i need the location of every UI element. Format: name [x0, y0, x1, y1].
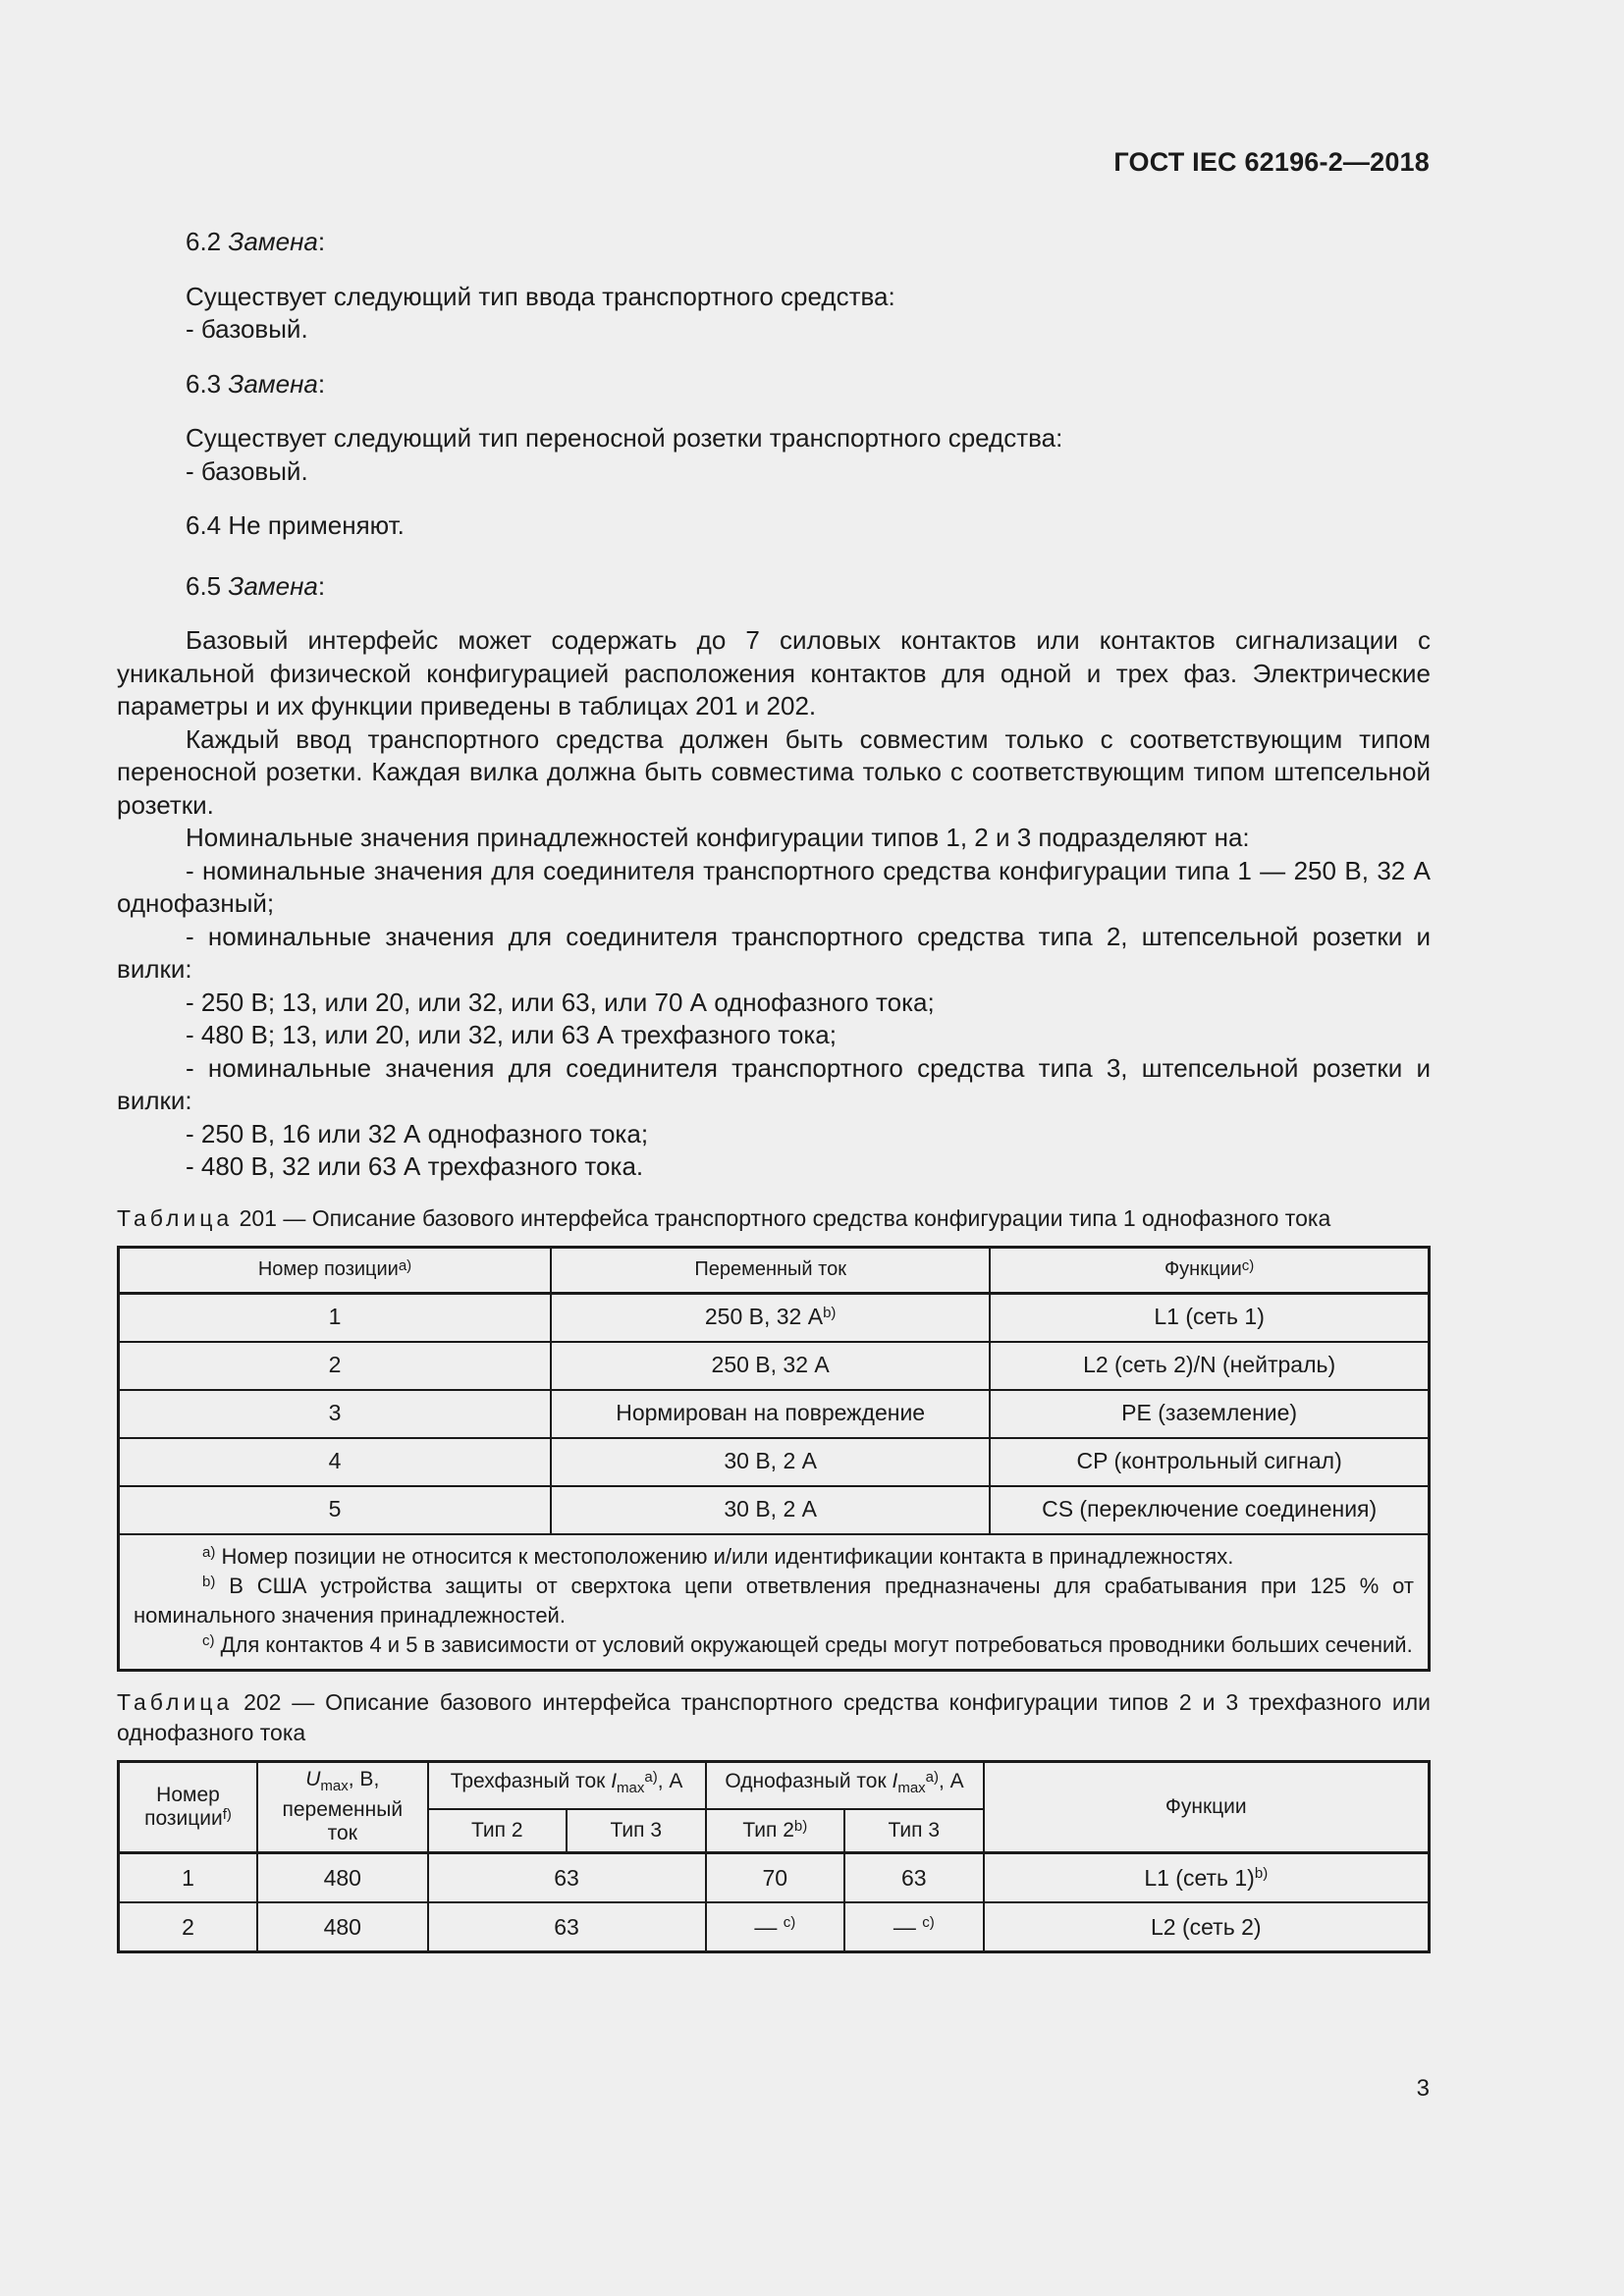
section-6-2-heading [117, 226, 1431, 259]
footnote-mark: a) [925, 1769, 940, 1787]
table-202-caption [117, 1687, 1431, 1748]
footnote-mark: a) [398, 1256, 412, 1274]
section-6-5-list-item: - номинальные значения для соединителя транспортного средства типа 3, штепсельной розетки и вилки: [117, 1052, 1431, 1115]
header-position [119, 1247, 552, 1293]
table-row [119, 1438, 1430, 1486]
header-label: Номер позиции [257, 1257, 399, 1280]
cell-single-type-3 [844, 1902, 984, 1952]
cell-function: L1 (сеть 1) [990, 1293, 1429, 1342]
table-row [119, 1486, 1430, 1534]
cell-single-type-3 [844, 1852, 984, 1902]
cell-position: 3 [119, 1390, 552, 1438]
footnote-mark: c) [202, 1631, 215, 1649]
footnote-mark: c) [922, 1913, 935, 1931]
table-row [119, 1902, 1430, 1952]
section-6-5-list-item: - 480 В, 32 или 63 А трехфазного тока. [186, 1151, 644, 1181]
caption-text: 201 — Описание базового интерфейса транспортного средства конфигурации типа 1 однофазного тока [239, 1204, 1331, 1231]
cell-text: — [893, 1913, 916, 1940]
header-label: ток [327, 1822, 357, 1845]
header-label: Однофазный ток [725, 1770, 893, 1793]
subscript: max [617, 1780, 645, 1797]
cell-position: 1 [119, 1852, 258, 1902]
caption-text: 202 — Описание базового интерфейса транспортного средства конфигурации типов 2 и 3 трехфазного или однофазного тока [117, 1688, 1431, 1745]
table-header-row [119, 1247, 1430, 1293]
footnote-mark: b) [793, 1817, 808, 1835]
header-type-2 [706, 1809, 845, 1852]
header-label: , В, [348, 1767, 380, 1790]
header-three-phase [428, 1761, 706, 1809]
section-label: Замена [228, 570, 318, 601]
section-6-5-list-item: - 480 В; 13, или 20, или 32, или 63 А трехфазного тока; [186, 1020, 837, 1049]
cell-text: 63 [901, 1864, 927, 1891]
table-header-row [119, 1761, 1430, 1809]
footnote-mark: b) [202, 1573, 216, 1590]
cell-ac: 250 В, 32 А [551, 1342, 990, 1390]
table-row [119, 1390, 1430, 1438]
subscript: max [320, 1778, 349, 1795]
document-header: ГОСТ IEC 62196-2—2018 [1113, 147, 1430, 177]
footnote-mark: c) [1241, 1256, 1255, 1274]
cell-text: 250 В, 32 А [704, 1304, 824, 1330]
symbol: I [611, 1770, 618, 1793]
section-6-3-text: Существует следующий тип переносной розетки транспортного средства: [186, 423, 1063, 453]
cell-ac: 30 В, 2 А [551, 1438, 990, 1486]
cell-ac [551, 1293, 990, 1342]
section-6-5-list-item: - номинальные значения для соединителя транспортного средства конфигурации типа 1 — 250 В, 32 А однофазный; [117, 855, 1431, 918]
footnote-c [134, 1630, 1414, 1660]
section-6-5-paragraph: Каждый ввод транспортного средства должен быть совместим только с соответствующим типом переносной розетки. Каждая вилка должна быть совместима только с соответствующим типом штепсельной розетки. [117, 723, 1431, 820]
header-label: позиции [144, 1806, 223, 1830]
header-functions: Функции [984, 1761, 1430, 1852]
cell-function: CS (переключение соединения) [990, 1486, 1429, 1534]
colon: : [317, 368, 326, 399]
footnote-mark: f) [222, 1805, 232, 1823]
footnote-a [134, 1542, 1414, 1572]
footnote-mark: a) [644, 1769, 658, 1787]
symbol: U [305, 1767, 321, 1790]
header-type-2: Тип 2 [428, 1809, 568, 1852]
cell-voltage: 480 [257, 1902, 428, 1952]
cell-position: 2 [119, 1902, 258, 1952]
table-row [119, 1342, 1430, 1390]
cell-single-type-2 [706, 1902, 845, 1952]
header-voltage [257, 1761, 428, 1852]
table-row [119, 1852, 1430, 1902]
section-number: 6.5 [186, 570, 222, 601]
section-number: 6.2 [186, 227, 222, 256]
cell-text: 70 [762, 1864, 788, 1891]
section-6-3-item: - базовый. [186, 455, 308, 486]
section-6-5-paragraph: Базовый интерфейс может содержать до 7 силовых контактов или контактов сигнализации с уникальной физической конфигурацией расположения контактов для одной и трех фаз. Электрические параметры и их функции приведены в таблицах 201 и 202. [117, 625, 1431, 721]
table-201 [117, 1246, 1431, 1672]
table-row [119, 1293, 1430, 1342]
cell-three-phase: 63 [428, 1902, 706, 1952]
caption-word: Таблица [117, 1688, 234, 1715]
caption-word: Таблица [117, 1204, 234, 1231]
header-label: , А [939, 1770, 964, 1793]
cell-position: 4 [119, 1438, 552, 1486]
cell-text: — [754, 1913, 778, 1940]
section-6-3-heading [117, 368, 1431, 401]
section-6-5-heading [117, 570, 1431, 604]
section-6-5-list-item: - номинальные значения для соединителя транспортного средства типа 2, штепсельной розетки и вилки: [117, 921, 1431, 984]
cell-position: 2 [119, 1342, 552, 1390]
cell-text: L2 (сеть 2) [1151, 1913, 1262, 1940]
header-single-phase [706, 1761, 984, 1809]
cell-single-type-2 [706, 1852, 845, 1902]
header-position [119, 1761, 258, 1852]
cell-ac: Нормирован на повреждение [551, 1390, 990, 1438]
header-functions [990, 1247, 1429, 1293]
header-label: Трехфазный ток [450, 1770, 612, 1793]
cell-function: CP (контрольный сигнал) [990, 1438, 1429, 1486]
cell-ac: 30 В, 2 А [551, 1486, 990, 1534]
cell-function: PE (заземление) [990, 1390, 1429, 1438]
table-notes [119, 1534, 1430, 1671]
header-type-3: Тип 3 [567, 1809, 706, 1852]
footnote-text: Для контактов 4 и 5 в зависимости от условий окружающей среды могут потребоваться проводники больших сечений. [220, 1631, 1413, 1657]
cell-three-phase: 63 [428, 1852, 706, 1902]
section-label: Замена [228, 368, 318, 399]
table-201-caption [117, 1203, 1431, 1234]
footnote-mark: a) [202, 1543, 216, 1561]
section-6-5-paragraph: Номинальные значения принадлежностей конфигурации типов 1, 2 и 3 подразделяют на: [186, 823, 1250, 852]
header-type-3: Тип 3 [844, 1809, 984, 1852]
page-content [117, 226, 1431, 1953]
cell-position: 5 [119, 1486, 552, 1534]
section-6-5-list-item: - 250 В; 13, или 20, или 32, или 63, или 70 А однофазного тока; [186, 987, 935, 1017]
header-label: Функции [1164, 1257, 1242, 1280]
colon: : [317, 570, 326, 601]
header-label: Номер [156, 1783, 220, 1806]
cell-function [984, 1852, 1430, 1902]
footnote-mark: b) [823, 1305, 837, 1322]
footnote-text: В США устройства защиты от сверхтока цепи ответвления предназначены для срабатывания при 125 % от номинального значения принадлежностей. [134, 1573, 1414, 1628]
colon: : [317, 227, 326, 256]
cell-function [984, 1902, 1430, 1952]
page-number: 3 [1416, 2075, 1430, 2102]
section-number: 6.3 [186, 368, 222, 399]
section-6-5-list-item: - 250 В, 16 или 32 А однофазного тока; [186, 1118, 649, 1148]
table-notes-row [119, 1534, 1430, 1671]
header-label: , А [657, 1770, 683, 1793]
header-label: переменный [282, 1798, 404, 1822]
cell-position: 1 [119, 1293, 552, 1342]
cell-function: L2 (сеть 2)/N (нейтраль) [990, 1342, 1429, 1390]
footnote-mark: b) [1254, 1864, 1269, 1882]
symbol: I [892, 1770, 898, 1793]
header-ac: Переменный ток [551, 1247, 990, 1293]
section-label: Замена [228, 227, 318, 256]
footnote-text: Номер позиции не относится к местоположению и/или идентификации контакта в принадлежностях. [221, 1543, 1234, 1569]
subscript: max [897, 1780, 926, 1797]
section-6-4: 6.4 Не применяют. [186, 510, 405, 540]
header-label: Тип 2 [742, 1818, 794, 1842]
section-6-2-item: - базовый. [186, 314, 308, 344]
footnote-b [134, 1572, 1414, 1630]
footnote-mark: c) [783, 1913, 796, 1931]
cell-voltage: 480 [257, 1852, 428, 1902]
cell-text: L1 (сеть 1) [1144, 1864, 1255, 1891]
table-202 [117, 1760, 1431, 1953]
section-6-2-text: Существует следующий тип ввода транспортного средства: [186, 281, 895, 311]
